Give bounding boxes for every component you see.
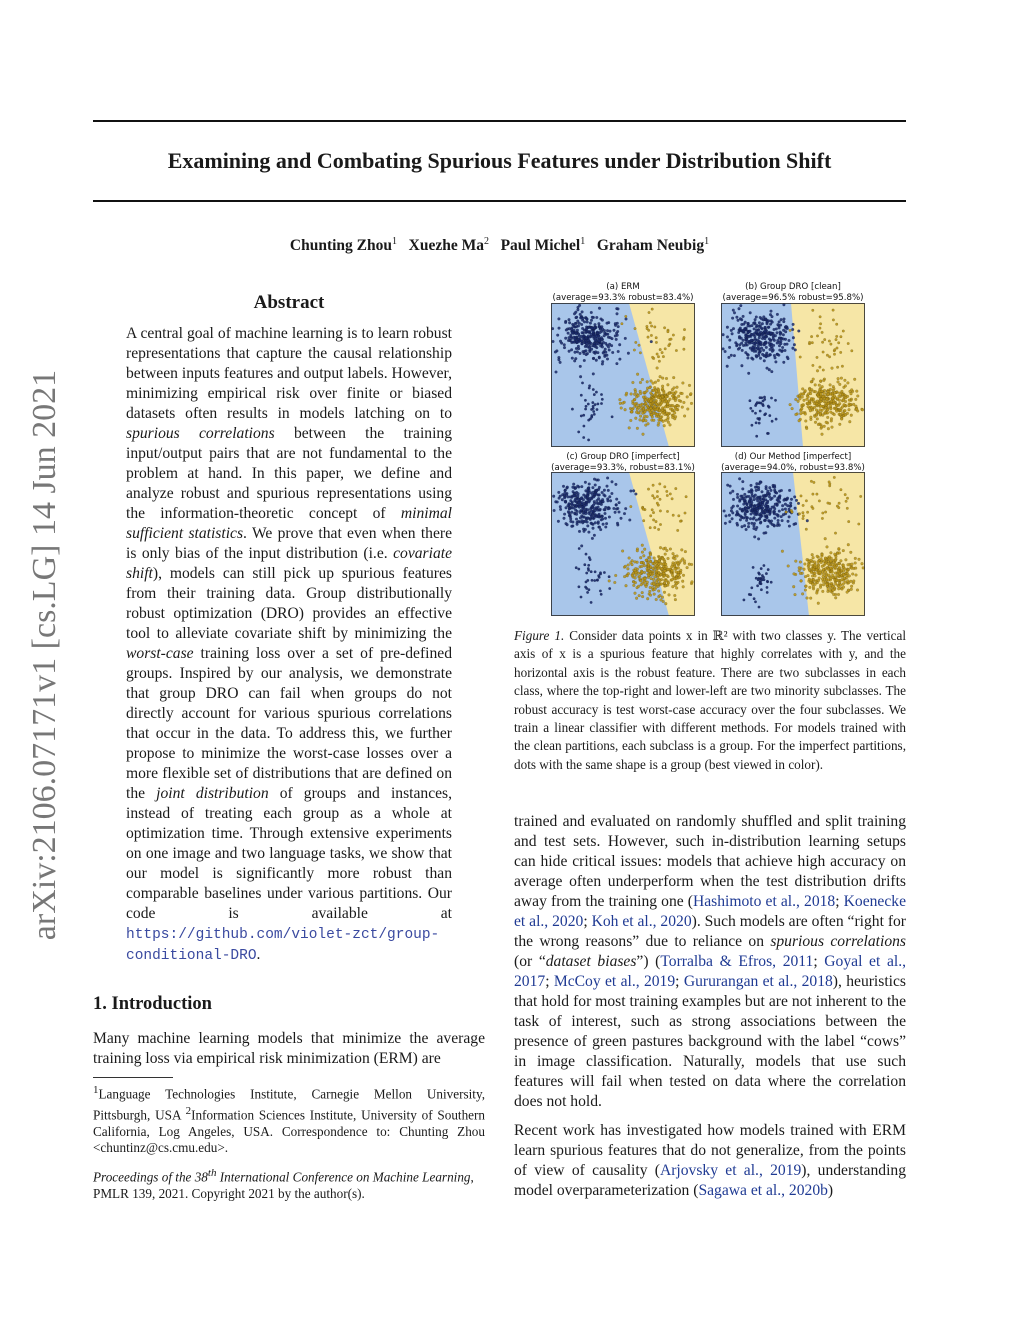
abstract-body: A central goal of machine learning is to learn robust representations that capture the causal relationship between inputs features and output labels. However, minimizing empirical risk over finite or biased datasets often results in models latching on to spurious correlations between the training input/output pairs that are not fundamental to the problem at hand. In this paper, we define and analyze robust and spurious representations using the information-theoretic concept of minimal sufficient statistics. We prove that even when there is only bias of the input distribution (i.e. covariate shift), models can still pick up spurious features from their training data. Group distributionally robust optimization (DRO) provides an effective tool to alleviate covariate shift by minimizing the worst-case training loss over a set of pre-defined groups. Inspired by our analysis, we demonstrate that group DRO can fail when groups do not directly account for various spurious correlations that occur in the data. To address this, we further propose to minimize the worst-case losses over a more flexible set of distributions that are defined on the joint distribution of groups and instances, instead of treating each group as a whole at optimization time. Through extensive experiments on one image and two language tasks, we show that our model is significantly more robust than comparable baselines under various partitions. Our code is available at https://github.com/violet-zct/group-conditional-DRO. — [126, 325, 453, 964]
top-rule — [93, 120, 906, 122]
author-list — [93, 236, 906, 255]
intro-paragraph-right-1: trained and evaluated on randomly shuffled and split training and test sets. However, such in-distribution learning setups can hide critical issues: models that achieve high accuracy on average often underperform when the test distribution drifts away from the training one (Hashimoto et al., 2018; Koenecke et al., 2020; Koh et al., 2020). Such models are often “right for the wrong reasons” due to reliance on spurious correlations (or “dataset biases”) (Torralba & Efros, 2011; Goyal et al., 2017; McCoy et al., 2019; Gururangan et al., 2018), heuristics that hold for most training examples but are not inherent to the task of interest, such as strong associations between the presence of green pastures background with the label “cows” in image classification. Naturally, models that use such features will fail when tested on data where the correlation does not hold. — [514, 813, 907, 1110]
author-affiliation: 1 — [392, 236, 398, 247]
arxiv-sidebar — [22, 370, 68, 940]
arxiv-identifier: arXiv:2106.07171v1 [cs.LG] 14 Jun 2021 — [26, 369, 63, 941]
code-link[interactable]: https://github.com/violet-zct/group-conditional-DRO — [126, 927, 440, 964]
citation-link[interactable]: McCoy et al., 2019 — [553, 973, 676, 990]
citation-link[interactable]: Gururangan et al., 2018 — [683, 973, 833, 990]
proceedings-note: Proceedings of the 38th International Conference on Machine Learning, PMLR 139, 2021. Copyright 2021 by the author(s). — [93, 1167, 474, 1201]
author-name: Xuezhe Ma — [408, 237, 484, 255]
section-heading-introduction: 1. Introduction — [93, 994, 212, 1014]
citation-link[interactable]: Sagawa et al., 2020b — [698, 1182, 828, 1199]
panel-a-title: (a) ERM (average=93.3% robust=83.4%) — [552, 282, 694, 303]
panel-b-title: (b) Group DRO [clean] (average=96.5% robust=95.8%) — [722, 282, 864, 303]
scatter-plot-group-dro-clean — [721, 303, 865, 447]
scatter-plot-group-dro-imperfect — [551, 472, 695, 616]
abstract-heading: Abstract — [253, 292, 325, 313]
author-name: Paul Michel — [500, 237, 581, 255]
citation-link[interactable]: Arjovsky et al., 2019 — [659, 1162, 802, 1179]
author-name: Graham Neubig — [596, 237, 705, 255]
citation-link[interactable]: Goyal et al., 2017 — [514, 953, 906, 990]
panel-c-title: (c) Group DRO [imperfect] (average=93.3%, robust=83.1%) — [551, 452, 695, 473]
citation-link[interactable]: Koh et al., 2020 — [591, 913, 692, 930]
title-bottom-rule — [93, 200, 906, 202]
citation-link[interactable]: Koenecke et al., 2020 — [514, 893, 906, 930]
intro-paragraph: Many machine learning models that minimize the average training loss via empirical risk minimization (ERM) are — [93, 1030, 485, 1067]
affiliation-footnote: $^1$Language Technologies Institute, Carnegie Mellon University, Pittsburgh, USA $^2$Information Sciences Institute, University of Southern California, Log Angeles, USA. Correspondence to: Chunting Zhou <chuntinz@cs.cmu.edu>. — [93, 1084, 486, 1156]
scatter-plot-erm — [551, 303, 695, 447]
author-name: Chunting Zhou — [289, 237, 393, 255]
author-affiliation: 2 — [483, 236, 489, 247]
citation-link[interactable]: Hashimoto et al., 2018 — [692, 893, 836, 910]
scatter-plot-our-method — [721, 472, 865, 616]
panel-d-title: (d) Our Method [imperfect] (average=94.0%, robust=93.8%) — [721, 452, 865, 473]
figure-caption: Figure 1. Consider data points x in ℝ² with two classes y. The vertical axis of x is a spurious feature that highly correlates with y, and the horizontal axis is the robust feature. There are two subclasses in each class, where the top-right and lower-left are two minority subclasses. The robust accuracy is test worst-case accuracy over the four subclasses. We train a linear classifier with different methods. For models trained with the clean partitions, each subclass is a group. For the imperfect partitions, dots with the same shape is a group (best viewed in color). — [514, 628, 906, 772]
citation-link[interactable]: Torralba & Efros, 2011 — [660, 953, 814, 970]
author-affiliation: 1 — [704, 236, 710, 247]
author-affiliation: 1 — [580, 236, 586, 247]
intro-paragraph-right-2: Recent work has investigated how models trained with ERM learn spurious features that do not generalize, from the points of view of causality (Arjovsky et al., 2019), understanding model overparameterization (Sagawa et al., 2020b) — [514, 1122, 906, 1199]
paper-title: Examining and Combating Spurious Features under Distribution Shift — [167, 148, 832, 173]
footnote-rule — [93, 1077, 173, 1078]
